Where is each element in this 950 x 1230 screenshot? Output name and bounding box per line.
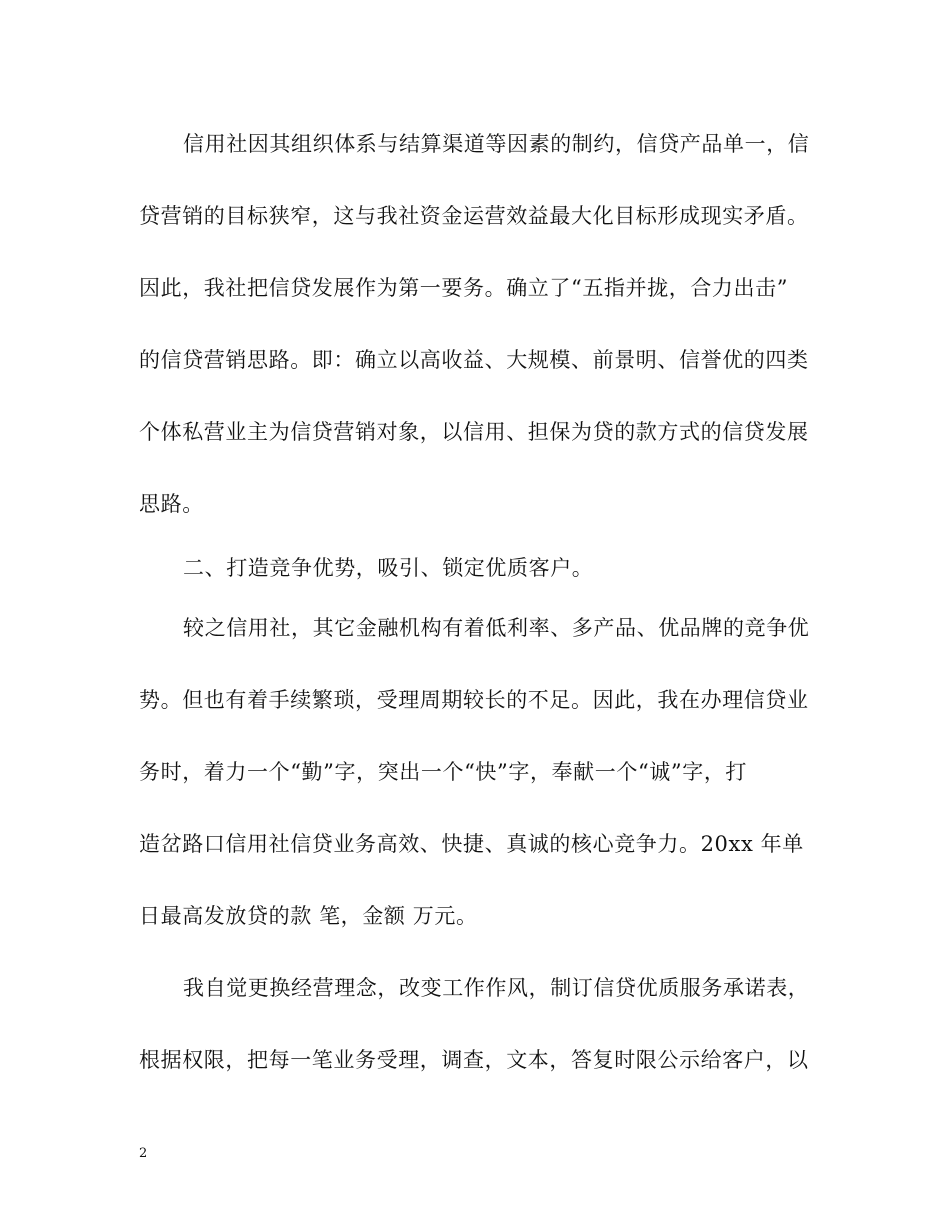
text-line: 因此，我社把信贷发展作为第一要务。确立了“五指并拢，合力出击” — [139, 276, 789, 300]
text-line: 贷营销的目标狭窄，这与我社资金运营效益最大化目标形成现实矛盾。 — [139, 204, 809, 228]
text-line: 务时，着力一个“勤”字，突出一个“快”字，奉献一个“诚”字，打 — [139, 760, 748, 784]
text-line: 较之信用社，其它金融机构有着低利率、多产品、优品牌的竞争优 — [183, 616, 810, 640]
text-line: 信用社因其组织体系与结算渠道等因素的制约，信贷产品单一，信 — [183, 132, 810, 156]
text-line: 思路。 — [139, 492, 204, 516]
text-line: 日最高发放贷的款 笔，金额 万元。 — [139, 904, 478, 928]
text-line: 个体私营业主为信贷营销对象，以信用、担保为贷的款方式的信贷发展 — [139, 420, 809, 444]
text-line: 根据权限，把每一笔业务受理，调查，文本，答复时限公示给客户，以 — [139, 1048, 809, 1072]
section-heading: 二、打造竞争优势，吸引、锁定优质客户。 — [183, 556, 594, 580]
page-number: 2 — [139, 1146, 148, 1161]
text-line: 势。但也有着手续繁琐，受理周期较长的不足。因此，我在办理信贷业 — [139, 688, 809, 712]
text-line: 的信贷营销思路。即：确立以高收益、大规模、前景明、信誉优的四类 — [139, 348, 809, 372]
text-line: 造岔路口信用社信贷业务高效、快捷、真诚的核心竞争力。20xx 年单 — [139, 832, 804, 856]
text-line: 我自觉更换经营理念，改变工作作风，制订信贷优质服务承诺表， — [183, 976, 810, 1000]
